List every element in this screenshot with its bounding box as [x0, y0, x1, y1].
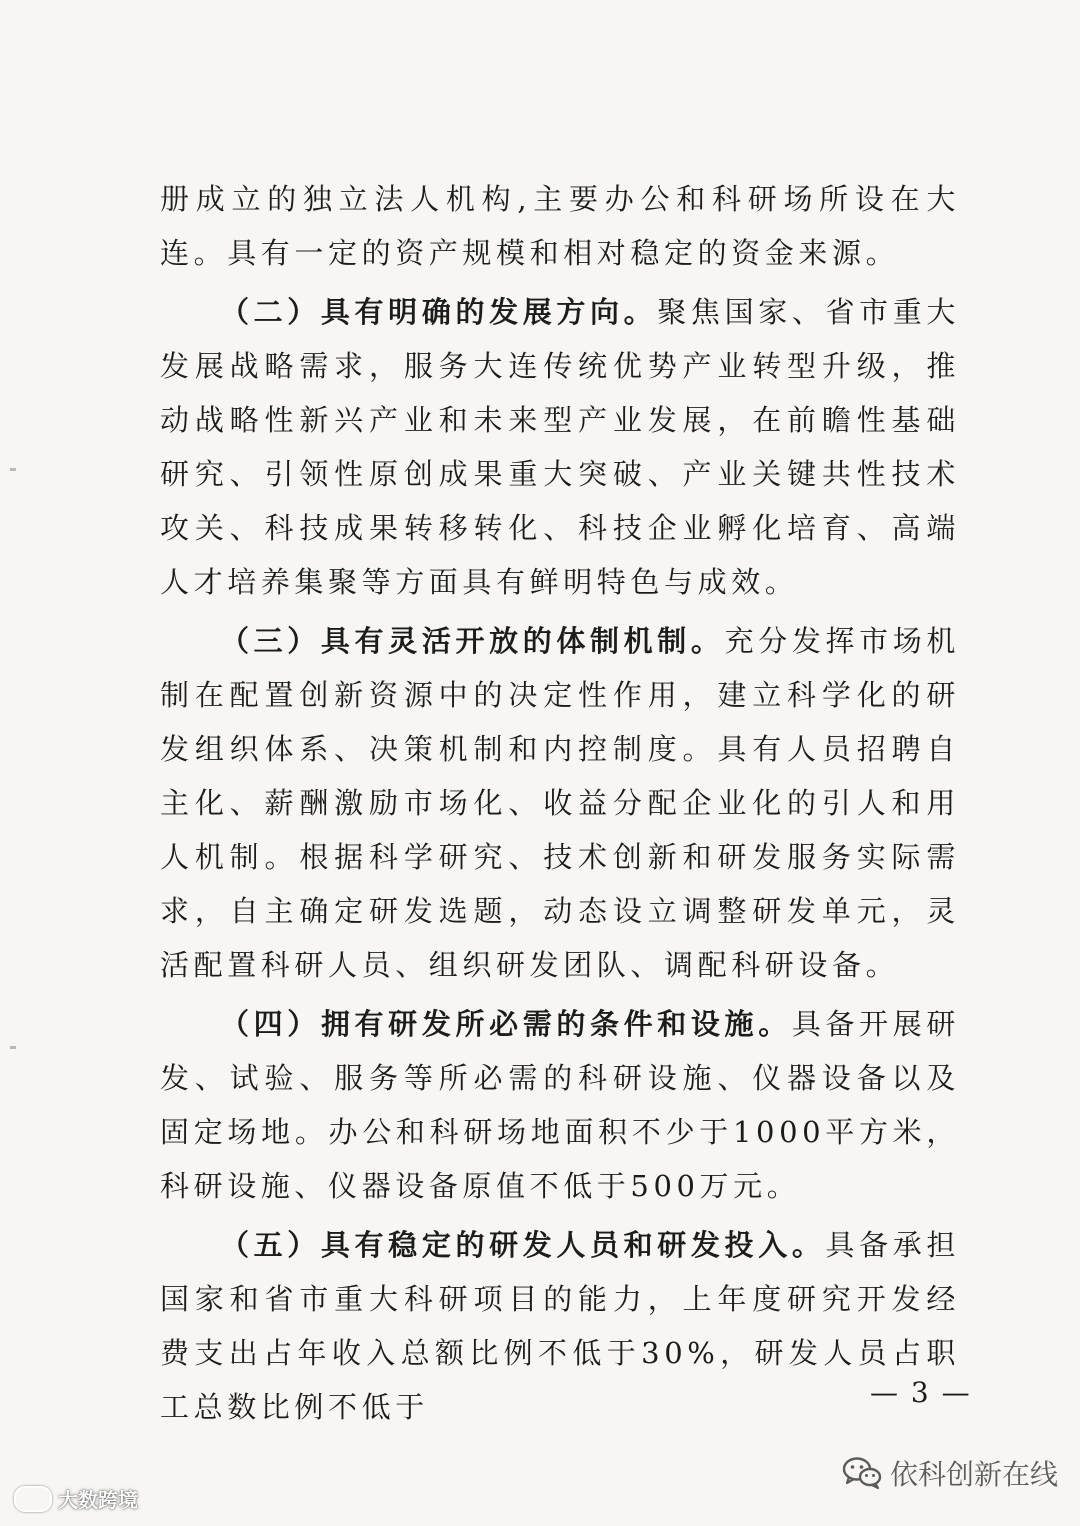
- watermark-left-text: 大数跨境: [58, 1488, 138, 1512]
- paragraph-4-heading: （四）拥有研发所必需的条件和设施。: [220, 1007, 792, 1041]
- watermark-right: [842, 1453, 1058, 1493]
- paragraph-4: [160, 997, 960, 1213]
- watermark-left: [14, 1484, 138, 1513]
- paragraph-5-body: 具备承担国家和省市重大科研项目的能力，上年度研究开发经费支出占年收入总额比例不低于30%，研发人员占职工总数比例不低于: [160, 1228, 960, 1424]
- watermark-logo-icon: [14, 1486, 52, 1512]
- paragraph-3: [160, 614, 960, 992]
- scan-mark: [10, 1046, 16, 1049]
- paragraph-5: [160, 1218, 960, 1434]
- paragraph-5-heading: （五）具有稳定的研发人员和研发投入。: [220, 1228, 826, 1262]
- paragraph-1: [160, 172, 960, 280]
- wechat-icon: [842, 1456, 882, 1490]
- paragraph-2: [160, 285, 960, 609]
- page-number: — 3 —: [870, 1376, 972, 1409]
- paragraph-2-body: 聚焦国家、省市重大发展战略需求，服务大连传统优势产业转型升级，推动战略性新兴产业和未来型产业发展，在前瞻性基础研究、引领性原创成果重大突破、产业关键共性技术攻关、科技成果转移转化、科技企业孵化培育、高端人才培养集聚等方面具有鲜明特色与成效。: [160, 295, 960, 599]
- scan-mark: [10, 468, 16, 471]
- paragraph-1-body: 册成立的独立法人机构,主要办公和科研场所设在大连。具有一定的资产规模和相对稳定的资金来源。: [160, 182, 960, 270]
- document-page: [160, 172, 960, 1434]
- watermark-right-text: 依科创新在线: [890, 1458, 1059, 1491]
- paragraph-3-body: 充分发挥市场机制在配置创新资源中的决定性作用，建立科学化的研发组织体系、决策机制和内控制度。具有人员招聘自主化、薪酬激励市场化、收益分配企业化的引人和用人机制。根据科学研究、技术创新和研发服务实际需求，自主确定研发选题，动态设立调整研发单元，灵活配置科研人员、组织研发团队、调配科研设备。: [160, 624, 960, 982]
- paragraph-3-heading: （三）具有灵活开放的体制机制。: [220, 624, 725, 658]
- paragraph-2-heading: （二）具有明确的发展方向。: [220, 295, 658, 329]
- paragraph-4-body: 具备开展研发、试验、服务等所必需的科研设施、仪器设备以及固定场地。办公和科研场地面积不少于1000平方米，科研设施、仪器设备原值不低于500万元。: [160, 1007, 960, 1203]
